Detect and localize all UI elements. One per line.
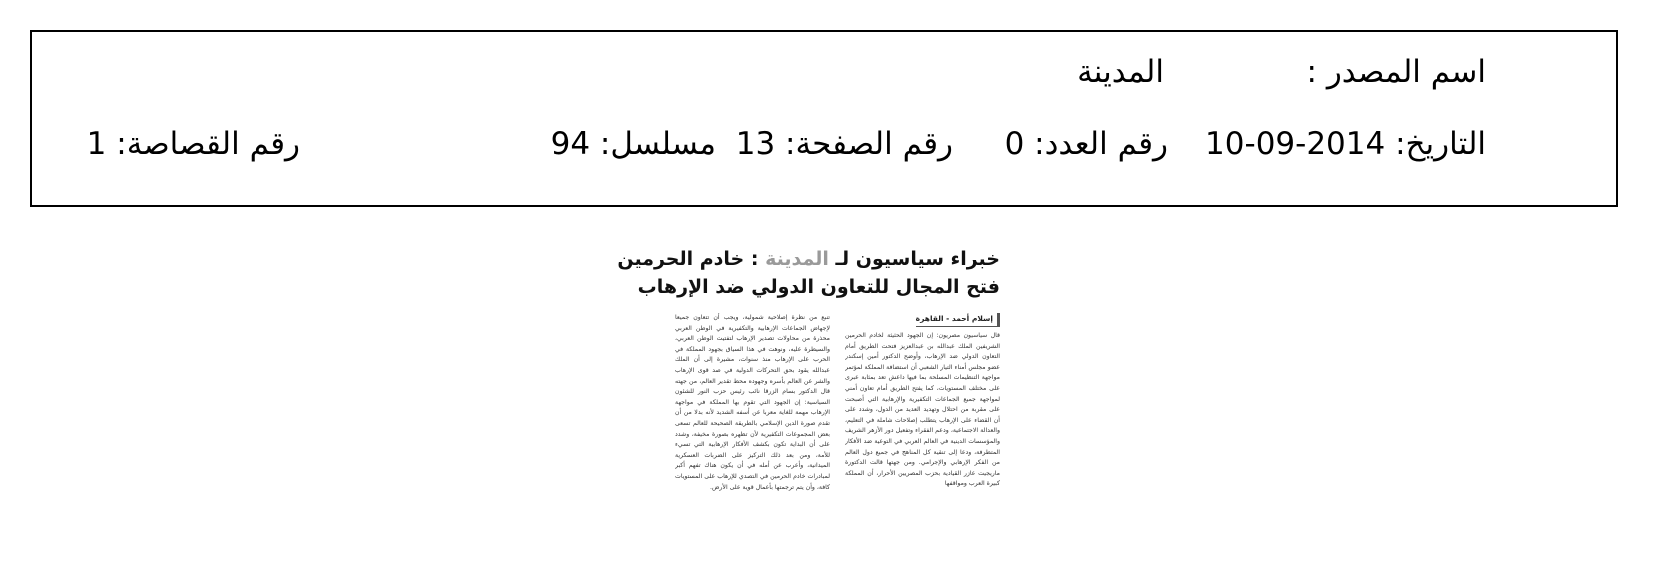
issue-label: رقم العدد: 0 bbox=[1004, 126, 1168, 162]
date-label: التاريخ: 2014-09-10 bbox=[1205, 126, 1486, 162]
article-column-right-text: قال سياسيون مصريون: إن الجهود الحثيثة لخادم الحرمين الشريفين الملك عبدالله بن عبدالعزيز فتحت الطريق أمام التعاون الدولي ضد الإرهاب، وأوضح الدكتور أمين إسكندر عضو مجلس أمناء التيار الشعبي أن استضافة المملكة لمؤتمر مواجهة التنظيمات المسلحة بما فيها داعش تعد بمثابة عبرى على مختلف المستويات، كما يفتح الطريق أمام تعاون أمني لمواجهة جميع الجماعات التكفيرية والإرهابية التي أصبحت على مقربة من احتلال وتهديد العديد من الدول، وشدد على أن القضاء على الإرهاب يتطلب إصلاحات شاملة في التعليم، والعدالة الاجتماعية، ودعم الفقراء وتفعيل دور الأزهر الشريف والمؤسسات الدينية في العالم العربي في التوعية ضد الأفكار المتطرفة، ودعا إلى تنقية كل المناهج في جميع دول العالم من الفكر الإرهابي والإجرامي. ومن جهتها قالت الدكتورة ماريجيت عازر القيادية بحزب المصريين الأحرار، أن المملكة كبيرة العرب ومواقفها bbox=[845, 332, 1000, 488]
article-byline: إسلام أحمد - القاهرة bbox=[916, 313, 1000, 327]
headline-text-part2: : خادم الحرمين bbox=[617, 248, 759, 270]
clip-number-label: رقم القصاصة: 1 bbox=[86, 126, 300, 162]
page-label: رقم الصفحة: 13 bbox=[735, 126, 953, 162]
newspaper-logo: المدينة bbox=[765, 248, 829, 270]
clipping-headline-line1 bbox=[617, 245, 1000, 273]
clipping-headline-line2: فتح المجال للتعاون الدولي ضد الإرهاب bbox=[637, 276, 1000, 298]
article-column-left: تنبع من نظرة إصلاحية شمولية، ويجب أن تتعاون جميعا لإجهاض الجماعات الإرهابية والتكفيرية في الوطن العربي محذرة من محاولات تصدير الإرهاب لتفتيت الوطن العربي، والسيطرة عليه، ونوهت في هذا السياق بجهود المملكة في الحرب على الإرهاب منذ سنوات، مشيرة إلى أن الملك عبدالله يقود بحق التحركات الدولية في صد قوى الإرهاب والشر عن العالم بأسره وجهوده محط تقدير العالم، من جهته قال الدكتور بسام الزرقا نائب رئيس حزب النور للشئون السياسية: إن الجهود التي تقوم بها المملكة في مواجهة الإرهاب مهمة للغاية معربا عن أسفه الشديد لأنه بدلا من أن تقدم صورة الدين الإسلامي بالطريقة الصحيحة للعالم تسعى بعض المجموعات التكفيرية لأن تظهره بصورة مخيفة، وشدد على أن البداية تكون بكشف الأفكار الإرهابية التي تسيء للأمة، ومن بعد ذلك التركيز على الضربات العسكرية الميدانية، وأعرب عن أمله في أن يكون هناك تفهم أكبر لمبادرات خادم الحرمين في التصدي للإرهاب على المستويات كافة، وأن يتم ترجمتها بأعمال قوية على الأرض. bbox=[675, 314, 830, 491]
serial-label: مسلسل: 94 bbox=[550, 126, 716, 162]
metadata-box bbox=[30, 30, 1618, 207]
article-columns bbox=[675, 313, 1000, 553]
source-label: اسم المصدر : bbox=[1306, 54, 1486, 90]
headline-text-part1: خبراء سياسيون لـ bbox=[835, 248, 1000, 270]
source-value: المدينة bbox=[1077, 54, 1164, 90]
newspaper-clipping bbox=[617, 245, 1000, 560]
article-column-right bbox=[845, 313, 1000, 553]
